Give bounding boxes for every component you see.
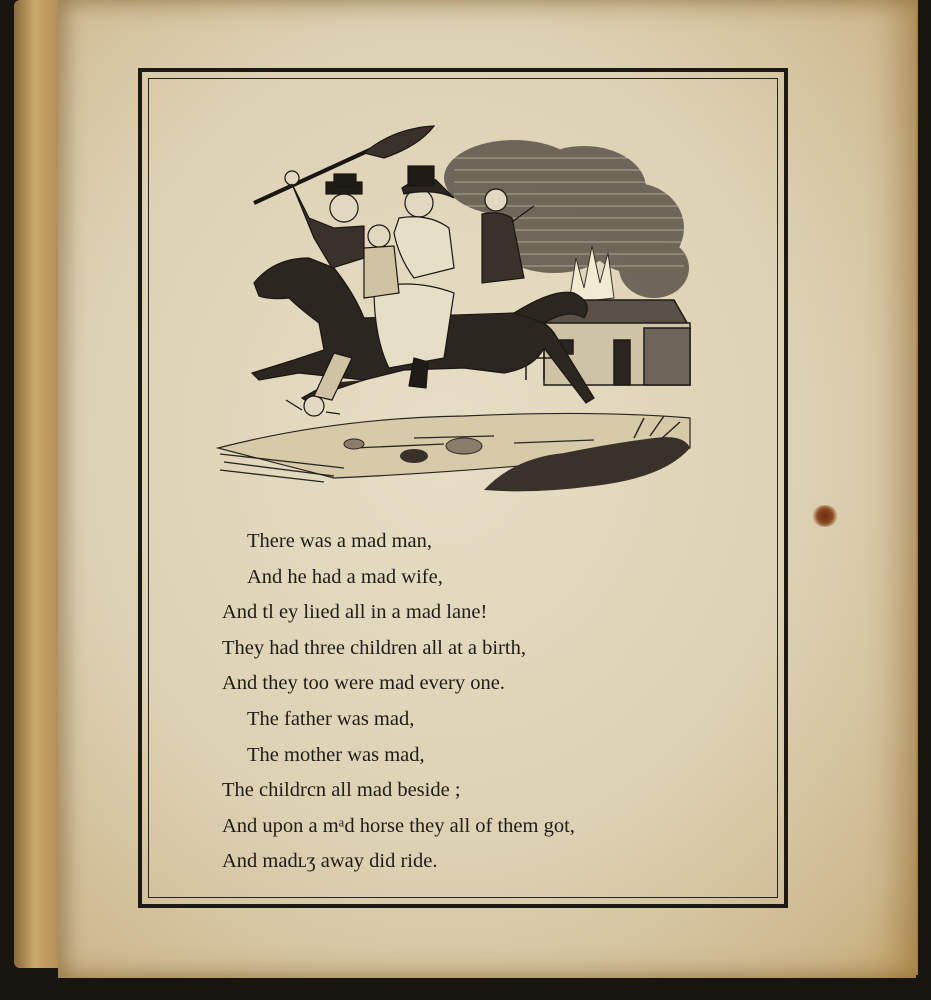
smoke-cloud	[444, 140, 689, 298]
page-stain	[812, 505, 838, 527]
poem-line: And madʟʒ away did ride.	[222, 850, 438, 873]
poem-line: The mother was mad,	[247, 743, 425, 766]
poem-line: The childrcn all mad beside ;	[222, 779, 461, 802]
poem-line: They had three children all at a birth,	[222, 636, 526, 659]
poem	[222, 524, 742, 880]
ground	[218, 413, 690, 491]
woodcut-illustration	[214, 118, 698, 502]
poem-line: And he had a mad wife,	[247, 565, 443, 588]
poem-line: The father was mad,	[247, 707, 415, 730]
stone	[400, 449, 428, 463]
poem-line: And upon a mᵃd horse they all of them got,	[222, 814, 575, 837]
stone	[344, 439, 364, 449]
poem-line: There was a mad man,	[247, 530, 432, 552]
poem-line: And they too were mad every one.	[222, 672, 505, 695]
broom-head	[364, 126, 434, 158]
poem-line: And tl ey liıed all in a mad lane!	[222, 601, 488, 624]
stone	[446, 438, 482, 454]
